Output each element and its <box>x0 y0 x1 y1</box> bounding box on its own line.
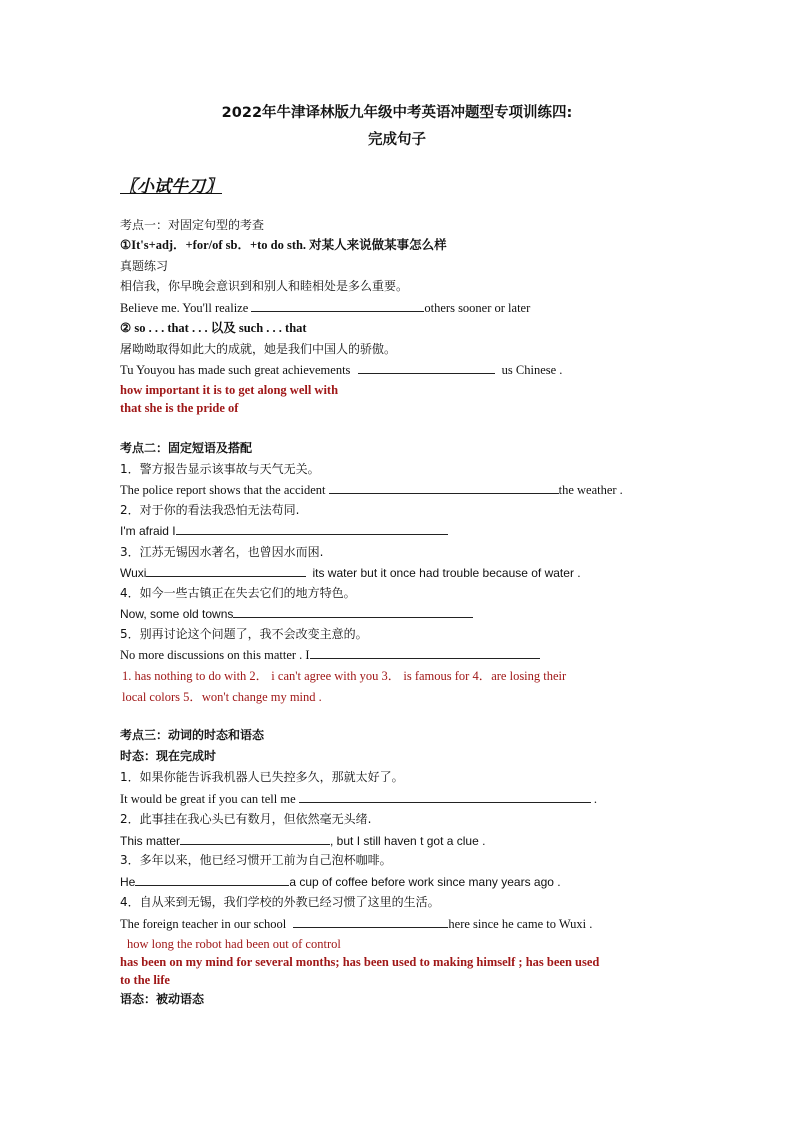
text: He <box>120 875 136 889</box>
answer-blank[interactable] <box>233 607 473 618</box>
point2-q2-chinese: 2．对于你的看法我恐怕无法苟同. <box>120 503 300 517</box>
point3-answer2: has been on my mind for several months; has been used to making himself ; has been used <box>120 955 600 969</box>
point2-q4-chinese: 4．如今一些古镇正在失去它们的地方特色。 <box>120 586 356 600</box>
text: here since he came to Wuxi . <box>448 917 593 931</box>
answer-blank[interactable] <box>176 524 448 535</box>
q2-text-b: us Chinese . <box>501 363 563 377</box>
point2-q1-chinese: 1．警方报告显示该事故与天气无关。 <box>120 462 320 476</box>
point2-q5-english <box>120 647 540 663</box>
point1-q2-english <box>120 362 562 378</box>
point3-q3-english <box>120 874 561 890</box>
point2-heading: 考点二：固定短语及搭配 <box>120 441 253 455</box>
text: I'm afraid I <box>120 524 176 538</box>
point2-q4-english <box>120 606 473 622</box>
point2-q3-chinese: 3．江苏无锡因水著名，也曾因水而困. <box>120 545 324 559</box>
point3-q2-chinese: 2．此事挂在我心头已有数月，但依然毫无头绪. <box>120 812 372 826</box>
point3-heading: 考点三：动词的时态和语态 <box>120 728 265 742</box>
point3-answer3: to the life <box>120 973 170 987</box>
point1-q1-english <box>120 300 530 316</box>
answer-blank[interactable] <box>146 566 306 577</box>
point1-pattern2: ② so . . . that . . . 以及 such . . . that <box>120 321 307 335</box>
point2-q1-english <box>120 482 623 498</box>
point3-q1-chinese: 1．如果你能告诉我机器人已失控多久，那就太好了。 <box>120 770 404 784</box>
section-heading: 〖小试牛刀〗 <box>120 177 222 197</box>
point1-q2-chinese: 屠呦呦取得如此大的成就，她是我们中国人的骄傲。 <box>120 342 397 356</box>
document-title-line2: 完成句子 <box>368 132 426 148</box>
text: , but I still haven t got a clue . <box>330 834 486 848</box>
text: The foreign teacher in our school <box>120 917 287 931</box>
text: its water but it once had trouble because of water . <box>312 566 581 580</box>
point3-q1-english <box>120 791 597 807</box>
point3-q4-chinese: 4．自从来到无锡，我们学校的外教已经习惯了这里的生活。 <box>120 895 440 909</box>
text: Now, some old towns <box>120 607 234 621</box>
point3-subheading-voice: 语态：被动语态 <box>120 992 205 1006</box>
q2-text-a: Tu Youyou has made such great achievements <box>120 363 351 377</box>
point1-practice-label: 真题练习 <box>120 259 169 273</box>
point1-answer2: that she is the pride of <box>120 401 239 415</box>
text: . <box>593 792 598 806</box>
answer-blank[interactable] <box>180 834 330 845</box>
point2-q5-chinese: 5．别再讨论这个问题了，我不会改变主意的。 <box>120 627 368 641</box>
answer-blank[interactable] <box>310 648 540 659</box>
q1-text-a: Believe me. You'll realize <box>120 301 249 315</box>
document-title-line1: 2022年牛津译林版九年级中考英语冲题型专项训练四: <box>221 105 573 121</box>
point3-q4-english <box>120 916 592 932</box>
point2-answers-line2: local colors 5．won't change my mind . <box>122 690 322 704</box>
answer-blank[interactable] <box>293 917 448 928</box>
point1-q1-chinese: 相信我，你早晚会意识到和别人和睦相处是多么重要。 <box>120 279 409 293</box>
text: a cup of coffee before work since many years ago . <box>289 875 561 889</box>
text: The police report shows that the accident <box>120 483 326 497</box>
text: It would be great if you can tell me <box>120 792 296 806</box>
point3-q3-chinese: 3．多年以来，他已经习惯开工前为自己泡杯咖啡。 <box>120 853 392 867</box>
q1-text-b: others sooner or later <box>424 301 531 315</box>
answer-blank[interactable] <box>251 301 424 312</box>
point1-pattern1: ①It's+adj．+for/of sb．+to do sth. 对某人来说做某事怎么样 <box>120 238 447 252</box>
point2-q3-english <box>120 565 581 581</box>
point1-heading: 考点一：对固定句型的考查 <box>120 218 265 232</box>
answer-blank[interactable] <box>358 363 495 374</box>
text: Wuxi <box>120 566 147 580</box>
text: No more discussions on this matter . I <box>120 648 310 662</box>
point1-answer1: how important it is to get along well with <box>120 383 339 397</box>
answer-blank[interactable] <box>329 483 559 494</box>
text: the weather . <box>558 483 623 497</box>
point3-answer1: how long the robot had been out of control <box>127 937 341 951</box>
point3-q2-english <box>120 833 485 849</box>
text: This matter <box>120 834 181 848</box>
point2-answers-line1: 1. has nothing to do with 2． i can't agree with you 3． is famous for 4．are losing their <box>122 669 567 683</box>
answer-blank[interactable] <box>299 792 591 803</box>
point2-q2-english <box>120 523 448 539</box>
answer-blank[interactable] <box>135 875 289 886</box>
point3-subheading-tense: 时态：现在完成时 <box>120 749 217 763</box>
